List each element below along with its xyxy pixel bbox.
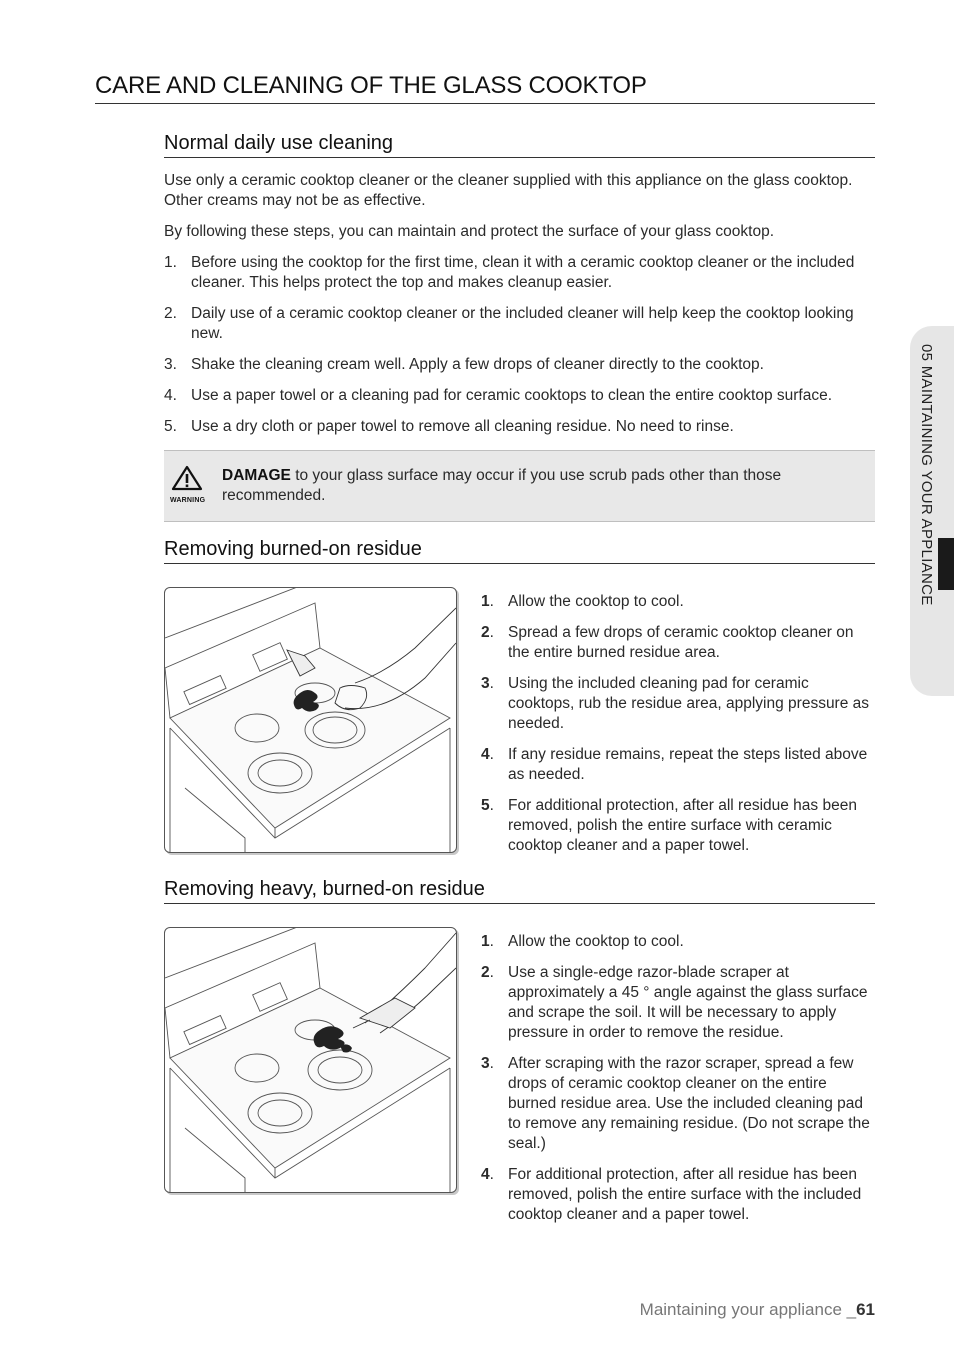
step-text: Shake the cleaning cream well. Apply a few drops of cleaner directly to the cooktop. [191,356,764,373]
list-item [481,963,876,1043]
step-number: 4. [481,1166,494,1183]
footer-label: Maintaining your appliance _ [639,1300,857,1319]
burned-steps-list [481,592,876,867]
section-heading-daily: Normal daily use cleaning [164,130,875,158]
chapter-tab-label: 05 MAINTAINING YOUR APPLIANCE [918,344,935,606]
list-item [481,623,876,663]
step-text: Allow the cooktop to cool. [508,593,684,610]
list-item [164,253,876,293]
step-text: Spread a few drops of ceramic cooktop cleaner on the entire burned residue area. [508,624,854,661]
list-item [481,1165,876,1225]
step-text: If any residue remains, repeat the steps listed above as needed. [508,746,868,783]
daily-intro-1: Use only a ceramic cooktop cleaner or the cleaner supplied with this appliance on the glass cooktop. Other creams may not be as effective. [164,172,853,209]
step-text: Before using the cooktop for the first time, clean it with a ceramic cooktop cleaner or the included cleaner. This helps protect the top and makes cleanup easier. [191,254,855,291]
step-number: 1. [481,593,494,610]
section-heading-burned: Removing burned-on residue [164,536,875,564]
list-item [481,674,876,734]
chapter-tab-marker [938,538,954,590]
warning-box [164,450,875,522]
list-item [481,745,876,785]
warning-icon-group [170,465,204,504]
heavy-steps-list [481,932,876,1236]
step-number: 2. [164,305,177,322]
step-number: 5. [164,418,177,435]
step-number: 1. [481,933,494,950]
step-number: 2. [481,624,494,641]
step-number: 3. [481,675,494,692]
step-number: 5. [481,797,494,814]
heavy-residue-illustration [164,927,457,1193]
step-text: Use a single-edge razor-blade scraper at approximately a 45 ° angle against the glass surface and scrape the soil. It will be necessary to apply pressure in order to remove the residue. [508,964,868,1041]
daily-intro-2: By following these steps, you can maintain and protect the surface of your glass cooktop. [164,223,775,240]
list-item [481,796,876,856]
step-number: 4. [481,746,494,763]
page-footer [640,1300,875,1320]
step-number: 3. [481,1055,494,1072]
warning-body: to your glass surface may occur if you use scrub pads other than those recommended. [222,467,782,504]
step-text: For additional protection, after all residue has been removed, polish the entire surface with ceramic cooktop cleaner and a paper towel. [508,797,857,854]
step-text: After scraping with the razor scraper, spread a few drops of ceramic cooktop cleaner on the entire burned residue area. Use the included cleaning pad to remove any remaining residue. (Do not scrape the seal.) [508,1055,870,1152]
step-text: Daily use of a ceramic cooktop cleaner or the included cleaner will help keep the cooktop looking new. [191,305,854,342]
step-number: 2. [481,964,494,981]
warning-text [222,466,862,506]
burned-residue-illustration [164,587,457,853]
page-title: CARE AND CLEANING OF THE GLASS COOKTOP [95,72,875,104]
step-text: Using the included cleaning pad for ceramic cooktops, rub the residue area, applying pressure as needed. [508,675,870,732]
step-number: 4. [164,387,177,404]
section-heading-heavy: Removing heavy, burned-on residue [164,876,875,904]
warning-bold: DAMAGE [222,467,291,484]
step-text: Use a dry cloth or paper towel to remove all cleaning residue. No need to rinse. [191,418,734,435]
daily-steps-list [164,253,876,448]
list-item [164,355,876,375]
step-number: 3. [164,356,177,373]
list-item [164,386,876,406]
list-item [164,417,876,437]
step-text: For additional protection, after all residue has been removed, polish the entire surface with the included cooktop cleaner and a paper towel. [508,1166,862,1223]
step-text: Use a paper towel or a cleaning pad for ceramic cooktops to clean the entire cooktop surface. [191,387,833,404]
step-number: 1. [164,254,177,271]
list-item [481,592,876,612]
step-text: Allow the cooktop to cool. [508,933,684,950]
page-number: 61 [856,1300,875,1319]
list-item [481,932,876,952]
warning-icon-label: WARNING [170,497,206,504]
list-item [481,1054,876,1154]
warning-triangle-icon [171,465,203,491]
list-item [164,304,876,344]
